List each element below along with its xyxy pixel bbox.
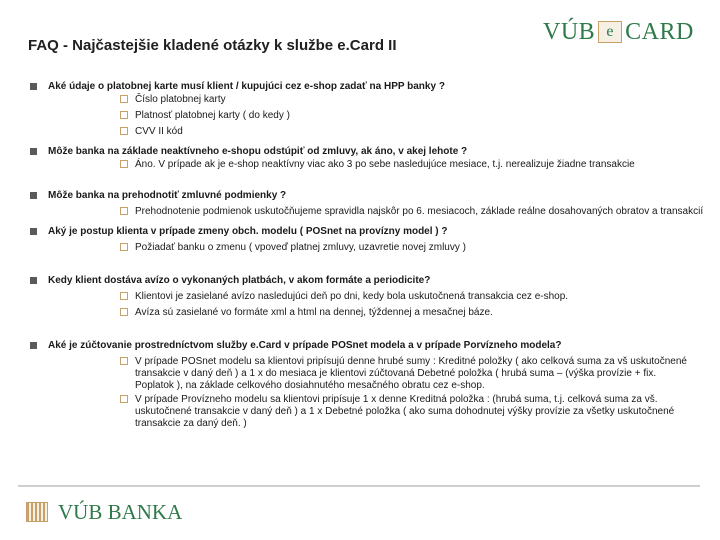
faq-list: [28, 81, 708, 430]
answer-text: Požiadať banku o zmenu ( vpoveď platnej zmluvy, uzavretie novej zmluvy ): [135, 242, 466, 253]
faq-answer: [120, 159, 710, 171]
faq-question: [28, 81, 708, 93]
footer-divider: [18, 485, 700, 487]
bullet-icon: [30, 192, 37, 199]
faq-question: [28, 190, 708, 202]
answer-text: Platnosť platobnej karty ( do kedy ): [135, 110, 290, 121]
logo-e-box: e: [598, 21, 622, 43]
checkbox-bullet-icon: [120, 95, 128, 103]
answer-text: Avíza sú zasielané vo formáte xml a html na dennej, týždennej a mesačnej báze.: [135, 307, 493, 318]
question-text: Môže banka na prehodnotiť zmluvné podmienky ?: [48, 190, 287, 201]
bullet-icon: [30, 277, 37, 284]
faq-answer: [120, 394, 690, 430]
logo-left-text: VÚB: [543, 18, 596, 45]
question-text: Aké údaje o platobnej karte musí klient / kupujúci cez e-shop zadať na HPP banky ?: [48, 81, 445, 92]
answer-text: Prehodnotenie podmienok uskutočňujeme spravidla najskôr po 6. mesiacoch, základe reálne dosahovaných obratov a transakcií: [135, 206, 704, 217]
faq-answer: [120, 110, 708, 122]
question-text: Aké je zúčtovanie prostredníctvom služby e.Card v prípade POSnet modela a v prípade Porvízneho modela?: [48, 340, 562, 351]
checkbox-bullet-icon: [120, 292, 128, 300]
faq-question: [28, 226, 708, 238]
bullet-icon: [30, 342, 37, 349]
vub-emblem-icon: [26, 502, 48, 522]
answer-text: CVV II kód: [135, 126, 183, 137]
answer-text: Áno. V prípade ak je e-shop neaktívny viac ako 3 po sebe nasledujúce mesiace, t.j. nerealizuje žiadne transakcie: [135, 159, 635, 170]
faq-answer: [120, 356, 690, 392]
faq-answer: [120, 291, 710, 303]
vub-ecard-logo: [543, 18, 694, 46]
logo-bottom-text: VÚB BANKA: [58, 499, 183, 524]
logo-right-text: CARD: [625, 18, 694, 45]
faq-answer: [120, 126, 708, 138]
answer-text: V prípade Provízneho modelu sa klientovi pripísuje 1 x denne Kreditná položka : (hrubá suma, t.j. celková suma za vš. uskutočnené transakcie v daný deň ) a 1 x Debetné položka ( ako suma dohodnutej výšky provízie za všetky uskutočnené transakcie za daný deň. ): [135, 394, 675, 429]
checkbox-bullet-icon: [120, 357, 128, 365]
bullet-icon: [30, 228, 37, 235]
checkbox-bullet-icon: [120, 207, 128, 215]
vub-banka-logo: [26, 500, 182, 524]
bullet-icon: [30, 83, 37, 90]
checkbox-bullet-icon: [120, 395, 128, 403]
checkbox-bullet-icon: [120, 243, 128, 251]
answer-text: Klientovi je zasielané avízo nasledujúci deň po dni, kedy bola uskutočnená transakcia cez e-shop.: [135, 291, 569, 302]
faq-answer: [120, 242, 710, 254]
faq-question: [28, 146, 708, 158]
checkbox-bullet-icon: [120, 111, 128, 119]
faq-answer: [120, 206, 705, 218]
question-text: Môže banka na základe neaktívneho e-shopu odstúpiť od zmluvy, ak áno, v akej lehote ?: [48, 146, 468, 157]
faq-answer: [120, 94, 708, 106]
checkbox-bullet-icon: [120, 308, 128, 316]
checkbox-bullet-icon: [120, 160, 128, 168]
checkbox-bullet-icon: [120, 127, 128, 135]
faq-question: [28, 275, 708, 287]
answer-text: Číslo platobnej karty: [135, 94, 226, 105]
answer-text: V prípade POSnet modelu sa klientovi pripísujú denne hrubé sumy : Kreditné položky ( ako celková suma za vš uskutočnené transakcie v daný deň ) a 1 x do mesiaca je klientovi zúčtovaná Debetné položka ( hrubá suma – (výška provízie + fix. Poplatok ), na základe celkového dosiahnutého mesačného obratu cez e-shop.: [135, 356, 687, 391]
faq-question: [28, 340, 708, 352]
bullet-icon: [30, 148, 37, 155]
question-text: Aký je postup klienta v prípade zmeny obch. modelu ( POSnet na provízny model ) ?: [48, 226, 448, 237]
page-title: FAQ - Najčastejšie kladené otázky k službe e.Card II: [28, 37, 397, 54]
question-text: Kedy klient dostáva avízo o vykonaných platbách, v akom formáte a periodicite?: [48, 275, 431, 286]
faq-answer: [120, 307, 710, 319]
